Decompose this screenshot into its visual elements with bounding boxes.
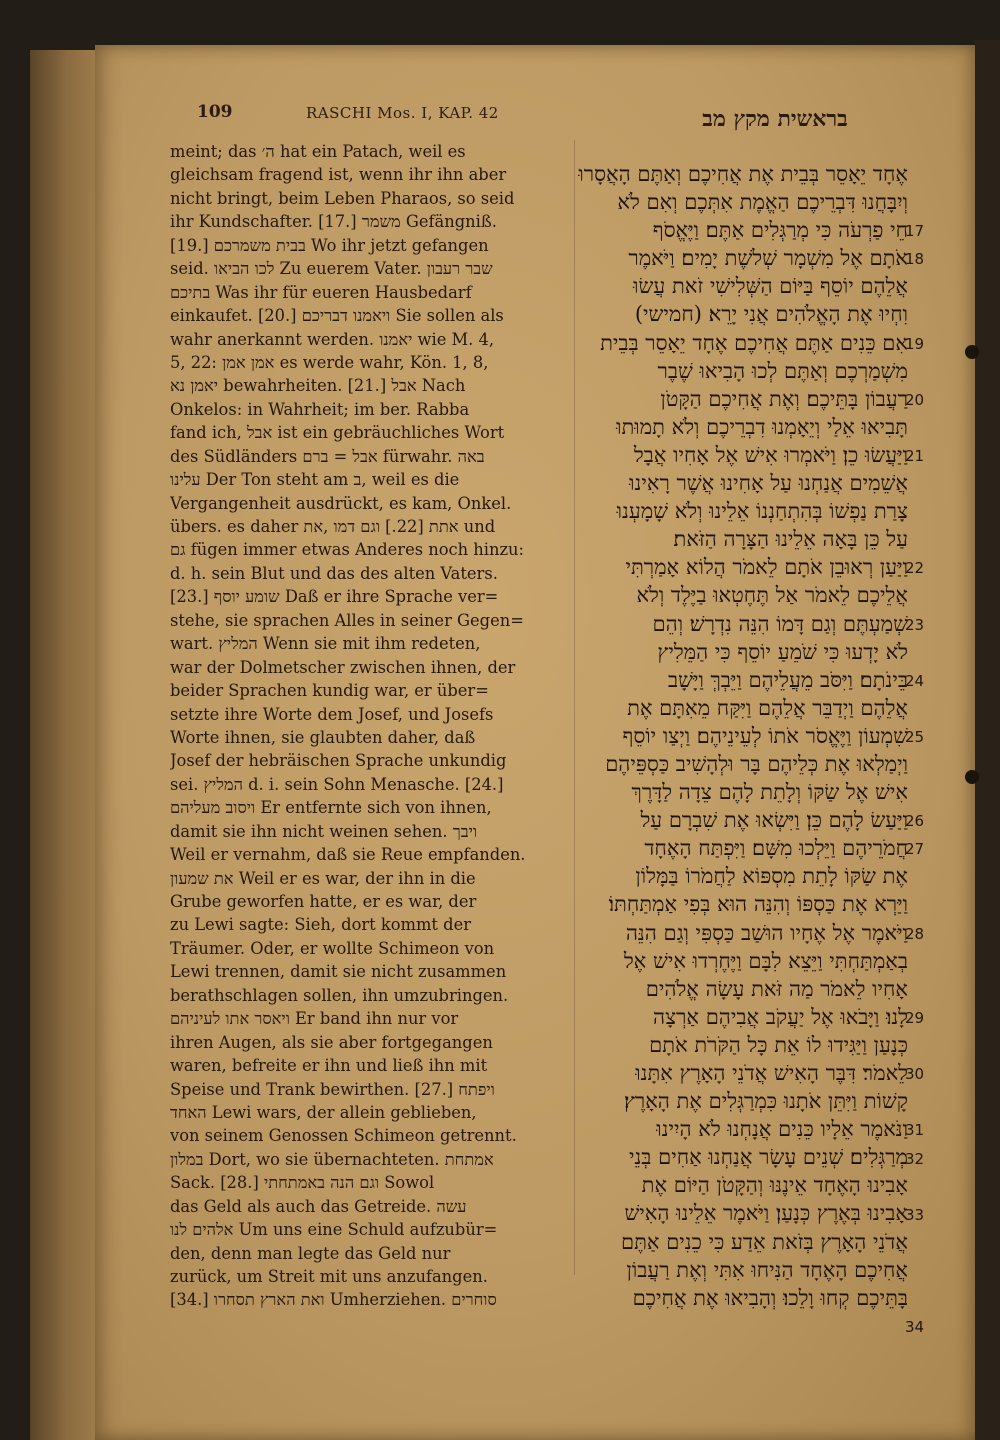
commentary-line: beider Sprachen kundig war, er über= xyxy=(170,681,489,701)
torah-line: וִחְיוּ אֶת הָאֱלֹהִים אֲנִי יָרֵא׃ (חמישי) xyxy=(634,302,908,327)
commentary-line: עלינו Der Ton steht am ב, weil es die xyxy=(170,470,460,490)
commentary-line: במלון Dort, wo sie übernachteten. אמתחת xyxy=(170,1149,494,1169)
verse-number: 20 xyxy=(905,390,925,409)
commentary-line: אלהים לנו Um uns eine Schuld aufzubür= xyxy=(170,1220,498,1240)
commentary-line: ויסוב מעליהם Er entfernte sich von ihnen, xyxy=(170,798,492,818)
commentary-line: Josef der hebräischen Sprache unkundig xyxy=(170,751,507,771)
commentary-line: übers. es daher אתת [22.] וגם דמו ,את und xyxy=(170,517,496,536)
torah-line: וַנֹּאמֶר אֵלָיו כֵּנִים אֲנָחְנוּ לֹא הָיִינוּ xyxy=(656,1117,908,1142)
commentary-line: berathschlagen sollen, ihn umzubringen. xyxy=(170,985,509,1005)
commentary-line: des Südländers אבל = ברם fürwahr. באה xyxy=(170,446,485,466)
torah-line: אָחִיו לֵאמֹר מַה זֹּאת עָשָׂה אֱלֹהִים xyxy=(645,976,908,1001)
spine-hole xyxy=(965,770,979,784)
commentary-line: nicht bringt, beim Leben Pharaos, so seid xyxy=(170,188,515,208)
commentary-line: 5, 22: אמן אמן es werde wahr, Kön. 1, 8, xyxy=(170,352,489,372)
commentary-line: גם fügen immer etwas Anderes noch hinzu: xyxy=(170,540,525,560)
torah-line: אֲלֵהֶם וַיְדַבֵּר אֲלֵהֶם וַיִּקַּח מֵאִתָּם אֶת xyxy=(627,695,908,720)
torah-line: אִישׁ אֶל שַׂקּוֹ וְלָתֵת לָהֶם צֵדָה לַדָּרֶךְ xyxy=(631,780,908,805)
commentary-line: [19.] בבית משמרכם Wo ihr jetzt gefangen xyxy=(170,235,489,255)
torah-line: שִׁמְעוֹן וַיֶּאֱסֹר אֹתוֹ לְעֵינֵיהֶם׃ וַיְצַו יוֹסֵף xyxy=(622,723,908,748)
verse-number: 29 xyxy=(905,1009,925,1027)
verse-number: 21 xyxy=(905,447,925,465)
torah-line: רַעֲבוֹן בָּתֵּיכֶם׃ וְאֶת אֲחִיכֶם הַקָּטֹן xyxy=(660,386,908,411)
commentary-line: Träumer. Oder, er wollte Schimeon von xyxy=(170,938,495,958)
commentary-line: [23.] שומע יוסף Daß er ihre Sprache ver= xyxy=(170,587,499,607)
torah-line: כְּנָעַן וַיַּגִּידוּ לוֹ אֵת כָּל הַקֹּרֹת אֹתָם xyxy=(649,1032,908,1057)
commentary-line: war der Dolmetscher zwischen ihnen, der xyxy=(170,657,516,677)
torah-line: אִם כֵּנִים אַתֶּם אֲחִיכֶם אֶחָד יֵאָסֵר בְּבֵית xyxy=(600,330,908,355)
binding-strip xyxy=(975,40,1000,1440)
column-divider xyxy=(574,140,575,1275)
torah-line: עַל כֵּן בָּאָה אֵלֵינוּ הַצָּרָה הַזֹּאת׃ xyxy=(673,527,908,552)
torah-line: וַיְמַלְאוּ אֶת כְּלֵיהֶם בָּר וּלְהָשִׁיב כַּסְפֵּיהֶם xyxy=(605,751,908,776)
verse-number: 18 xyxy=(905,250,925,269)
torah-line: אֲדֹנֵי הָאָרֶץ בְּזֹאת אֵדַע כִּי כֵנִים אַתֶּם xyxy=(621,1229,908,1254)
verse-number: 27 xyxy=(905,840,925,859)
commentary-line: Sack. [28.] וגם הנה באמתחתי Sowol xyxy=(170,1173,435,1193)
torah-line: וְיִבָּחֲנוּ דִּבְרֵיכֶם הַאֱמֶת אִתְּכֶם וְאִם לֹא xyxy=(617,190,908,215)
commentary-line: wahr anerkannt werden. יאמנו wie M. 4, xyxy=(170,329,495,349)
commentary-column xyxy=(170,140,572,1312)
verse-number: 23 xyxy=(905,615,925,634)
torah-line: מִשְׁמַרְכֶם וְאַתֶּם לְכוּ הָבִיאוּ שֶׁבֶר xyxy=(657,358,908,383)
verse-number: 33 xyxy=(905,1205,925,1224)
torah-line: תָּבִיאוּ אֵלַי וְיֵאָמְנוּ דִבְרֵיכֶם וְלֹא תָמוּתוּ xyxy=(616,414,908,439)
commentary-line: damit sie ihn nicht weinen sehen. ויבך xyxy=(170,821,478,841)
torah-line: בְאַמְתַּחְתִּי וַיֵּצֵא לִבָּם וַיֶּחֶרְדוּ אִישׁ אֶל xyxy=(623,948,908,973)
verse-number: 26 xyxy=(905,812,925,831)
commentary-line: יאמן נא bewahrheiten. [21.] אבל Nach xyxy=(170,376,466,396)
page-number: 109 xyxy=(197,102,233,122)
hebrew-title: בראשית מקץ מב xyxy=(702,106,848,132)
torah-line: חֵי פַרְעֹה כִּי מְרַגְּלִים אַתֶּם׃ וַיֶּאֱסֹף xyxy=(652,218,908,243)
commentary-line: gleichsam fragend ist, wenn ihr ihn aber xyxy=(170,165,507,185)
torah-line: חֲמֹרֵיהֶם וַיֵּלְכוּ מִשָּׁם׃ וַיִּפְתַּח הָאֶחָד xyxy=(644,836,908,861)
torah-line: מְרַגְּלִים׃ שְׁנֵים עָשָׂר אֲנַחְנוּ אַחִים בְּנֵי xyxy=(628,1145,908,1170)
verse-number: 17 xyxy=(905,222,925,241)
torah-line: אֲחִיכֶם הָאֶחָד הַנִּיחוּ אִתִּי וְאֶת רַעֲבוֹן xyxy=(626,1257,908,1282)
commentary-line: Vergangenheit ausdrückt, es kam, Onkel. xyxy=(170,493,512,513)
verse-number: 31 xyxy=(905,1121,925,1140)
commentary-line: zu Lewi sagte: Sieh, dort kommt der xyxy=(170,915,471,935)
verse-number: 25 xyxy=(905,728,925,746)
torah-line: לָנוּ׃ וַיָּבֹאוּ אֶל יַעֲקֹב אֲבִיהֶם אַרְצָה xyxy=(653,1004,908,1029)
torah-line: בָּתֵּיכֶם קְחוּ וָלֵכוּ׃ וְהָבִיאוּ אֶת אֲחִיכֶם xyxy=(632,1285,908,1310)
commentary-line: ihren Augen, als sie aber fortgegangen xyxy=(170,1032,493,1052)
commentary-line: setzte ihre Worte dem Josef, und Josefs xyxy=(170,704,494,724)
commentary-line: einkaufet. [20.] ויאמנו דבריכם Sie sollen als xyxy=(170,306,504,326)
torah-line: אֲלֵהֶם יוֹסֵף בַּיּוֹם הַשְּׁלִישִׁי זֹאת עֲשׂוּ xyxy=(633,274,908,299)
torah-line: קָשׁוֹת וַיִּתֵּן אֹתָנוּ כִּמְרַגְּלִים אֶת הָאָרֶץ׃ xyxy=(623,1089,908,1114)
verse-number: 24 xyxy=(905,671,925,690)
page-header xyxy=(0,100,1000,136)
torah-line: אֶת שַׂקּוֹ לָתֵת מִסְפּוֹא לַחֲמֹרוֹ בַּמָּלוֹן xyxy=(635,864,908,889)
torah-line: לֵאמֹר׃ דִּבֶּר הָאִישׁ אֲדֹנֵי הָאָרֶץ אִתָּנוּ xyxy=(635,1061,908,1085)
commentary-line: stehe, sie sprachen Alles in seiner Gegen= xyxy=(170,610,524,630)
torah-line: וַיַּעַשׂ לָהֶם כֵּן׃ וַיִּשְׂאוּ אֶת שִׁבְרָם עַל xyxy=(640,808,908,833)
torah-text-column xyxy=(578,160,908,1310)
torah-line: אֶחָד יֵאָסֵר בְּבֵית אֶת אֲחִיכֶם וְאַתֶּם הָאֲסָרוּ xyxy=(578,162,908,186)
torah-line: אָבִינוּ הָאֶחָד אֵינֶנּוּ וְהַקָּטֹן הַיּוֹם אֶת xyxy=(641,1173,908,1198)
commentary-line: den, denn man legte das Geld nur xyxy=(170,1243,451,1263)
commentary-line: d. h. sein Blut und das des alten Vaters. xyxy=(170,563,498,583)
commentary-line: ויאסר אתו לעיניהם Er band ihn nur vor xyxy=(170,1009,459,1029)
commentary-line: Onkelos: in Wahrheit; im ber. Rabba xyxy=(170,399,470,419)
running-title: RASCHI Mos. I, KAP. 42 xyxy=(306,104,499,122)
torah-line: וַיֹּאמֶר אֶל אֶחָיו הוּשַׁב כַּסְפִּי וְגַם הִנֵּה xyxy=(625,920,908,945)
verse-number: 30 xyxy=(905,1065,925,1084)
torah-line: וַיַּעֲשׂוּ כֵן׃ וַיֹּאמְרוּ אִישׁ אֶל אָחִיו אֲבָל xyxy=(633,442,908,467)
commentary-line: von seinem Genossen Schimeon getrennt. xyxy=(170,1126,517,1146)
verse-number: 34 xyxy=(905,1318,925,1337)
torah-line: וַיַּרְא אֶת כַּסְפּוֹ וְהִנֵּה הוּא בְּפִי אַמְתַּחְתּוֹ׃ xyxy=(608,892,908,917)
verse-number: 19 xyxy=(905,334,925,353)
torah-line: אֲלֵיכֶם לֵאמֹר אַל תֶּחֶטְאוּ בַיֶּלֶד וְלֹא xyxy=(636,583,908,608)
commentary-line: wart. המליץ Wenn sie mit ihm redeten, xyxy=(170,634,481,654)
commentary-line: Weil er vernahm, daß sie Reue empfanden. xyxy=(170,845,526,865)
torah-line: אֹתָם אֶל מִשְׁמָר שְׁלֹשֶׁת יָמִים׃ וַיֹּאמֶר xyxy=(628,246,908,271)
commentary-line: seid. לכו הביאו Zu euerem Vater. שבר רעבון xyxy=(170,259,493,279)
commentary-line: Lewi trennen, damit sie nicht zusammen xyxy=(170,962,507,982)
torah-line: צָרַת נַפְשׁוֹ בְּהִתְחַנְנוֹ אֵלֵינוּ וְלֹא שָׁמָעְנוּ xyxy=(616,499,908,524)
verse-number: 32 xyxy=(905,1149,925,1168)
commentary-line: האחד Lewi wars, der allein geblieben, xyxy=(170,1102,477,1122)
commentary-line: ihr Kundschafter. [17.] משמר Gefängniß. xyxy=(170,212,497,232)
verse-number: 22 xyxy=(905,559,925,578)
commentary-line: Grube geworfen hatte, er es war, der xyxy=(170,892,477,911)
commentary-line: Worte ihnen, sie glaubten daher, daß xyxy=(170,727,476,747)
spine-hole xyxy=(965,345,979,359)
commentary-line: meint; das ה׳ hat ein Patach, weil es xyxy=(170,142,466,161)
torah-line: בֵּינֹתָם׃ וַיִּסֹּב מֵעֲלֵיהֶם וַיֵּבְךְּ וַיָּשָׁב xyxy=(667,667,908,692)
torah-line: אֲשֵׁמִים אֲנַחְנוּ עַל אָחִינוּ אֲשֶׁר רָאִינוּ xyxy=(629,471,908,496)
commentary-line: waren, befreite er ihn und ließ ihn mit xyxy=(170,1056,488,1076)
commentary-line: [34.] ואת הארץ תסחרו Umherziehen. סוחרים xyxy=(170,1290,497,1310)
torah-line: וַיַּעַן רְאוּבֵן אֹתָם לֵאמֹר הֲלוֹא אָמַרְתִּי xyxy=(625,555,908,580)
commentary-line: das Geld als auch das Getreide. עשה xyxy=(170,1196,467,1216)
commentary-line: fand ich, אבל ist ein gebräuchliches Wort xyxy=(170,423,505,443)
commentary-line: sei. המליץ d. i. sein Sohn Menasche. [24.] xyxy=(170,774,504,794)
torah-line: שְׁמַעְתֶּם וְגַם דָּמוֹ הִנֵּה נִדְרָשׁ׃ וְהֵם xyxy=(652,611,908,636)
commentary-line: את שמעון Weil er es war, der ihn in die xyxy=(170,868,476,888)
commentary-line: בתיכם Was ihr für eueren Hausbedarf xyxy=(170,282,472,302)
commentary-line: zurück, um Streit mit uns anzufangen. xyxy=(170,1267,488,1286)
commentary-line: Speise und Trank bewirthen. [27.] ויפתח xyxy=(170,1079,495,1099)
verse-number: 28 xyxy=(905,924,925,943)
torah-line: אָבִינוּ בְּאֶרֶץ כְּנָעַן׃ וַיֹּאמֶר אֵלֵינוּ הָאִישׁ xyxy=(624,1201,908,1226)
torah-line: לֹא יָדְעוּ כִּי שֹׁמֵעַ יוֹסֵף כִּי הַמֵּלִיץ xyxy=(657,639,908,664)
